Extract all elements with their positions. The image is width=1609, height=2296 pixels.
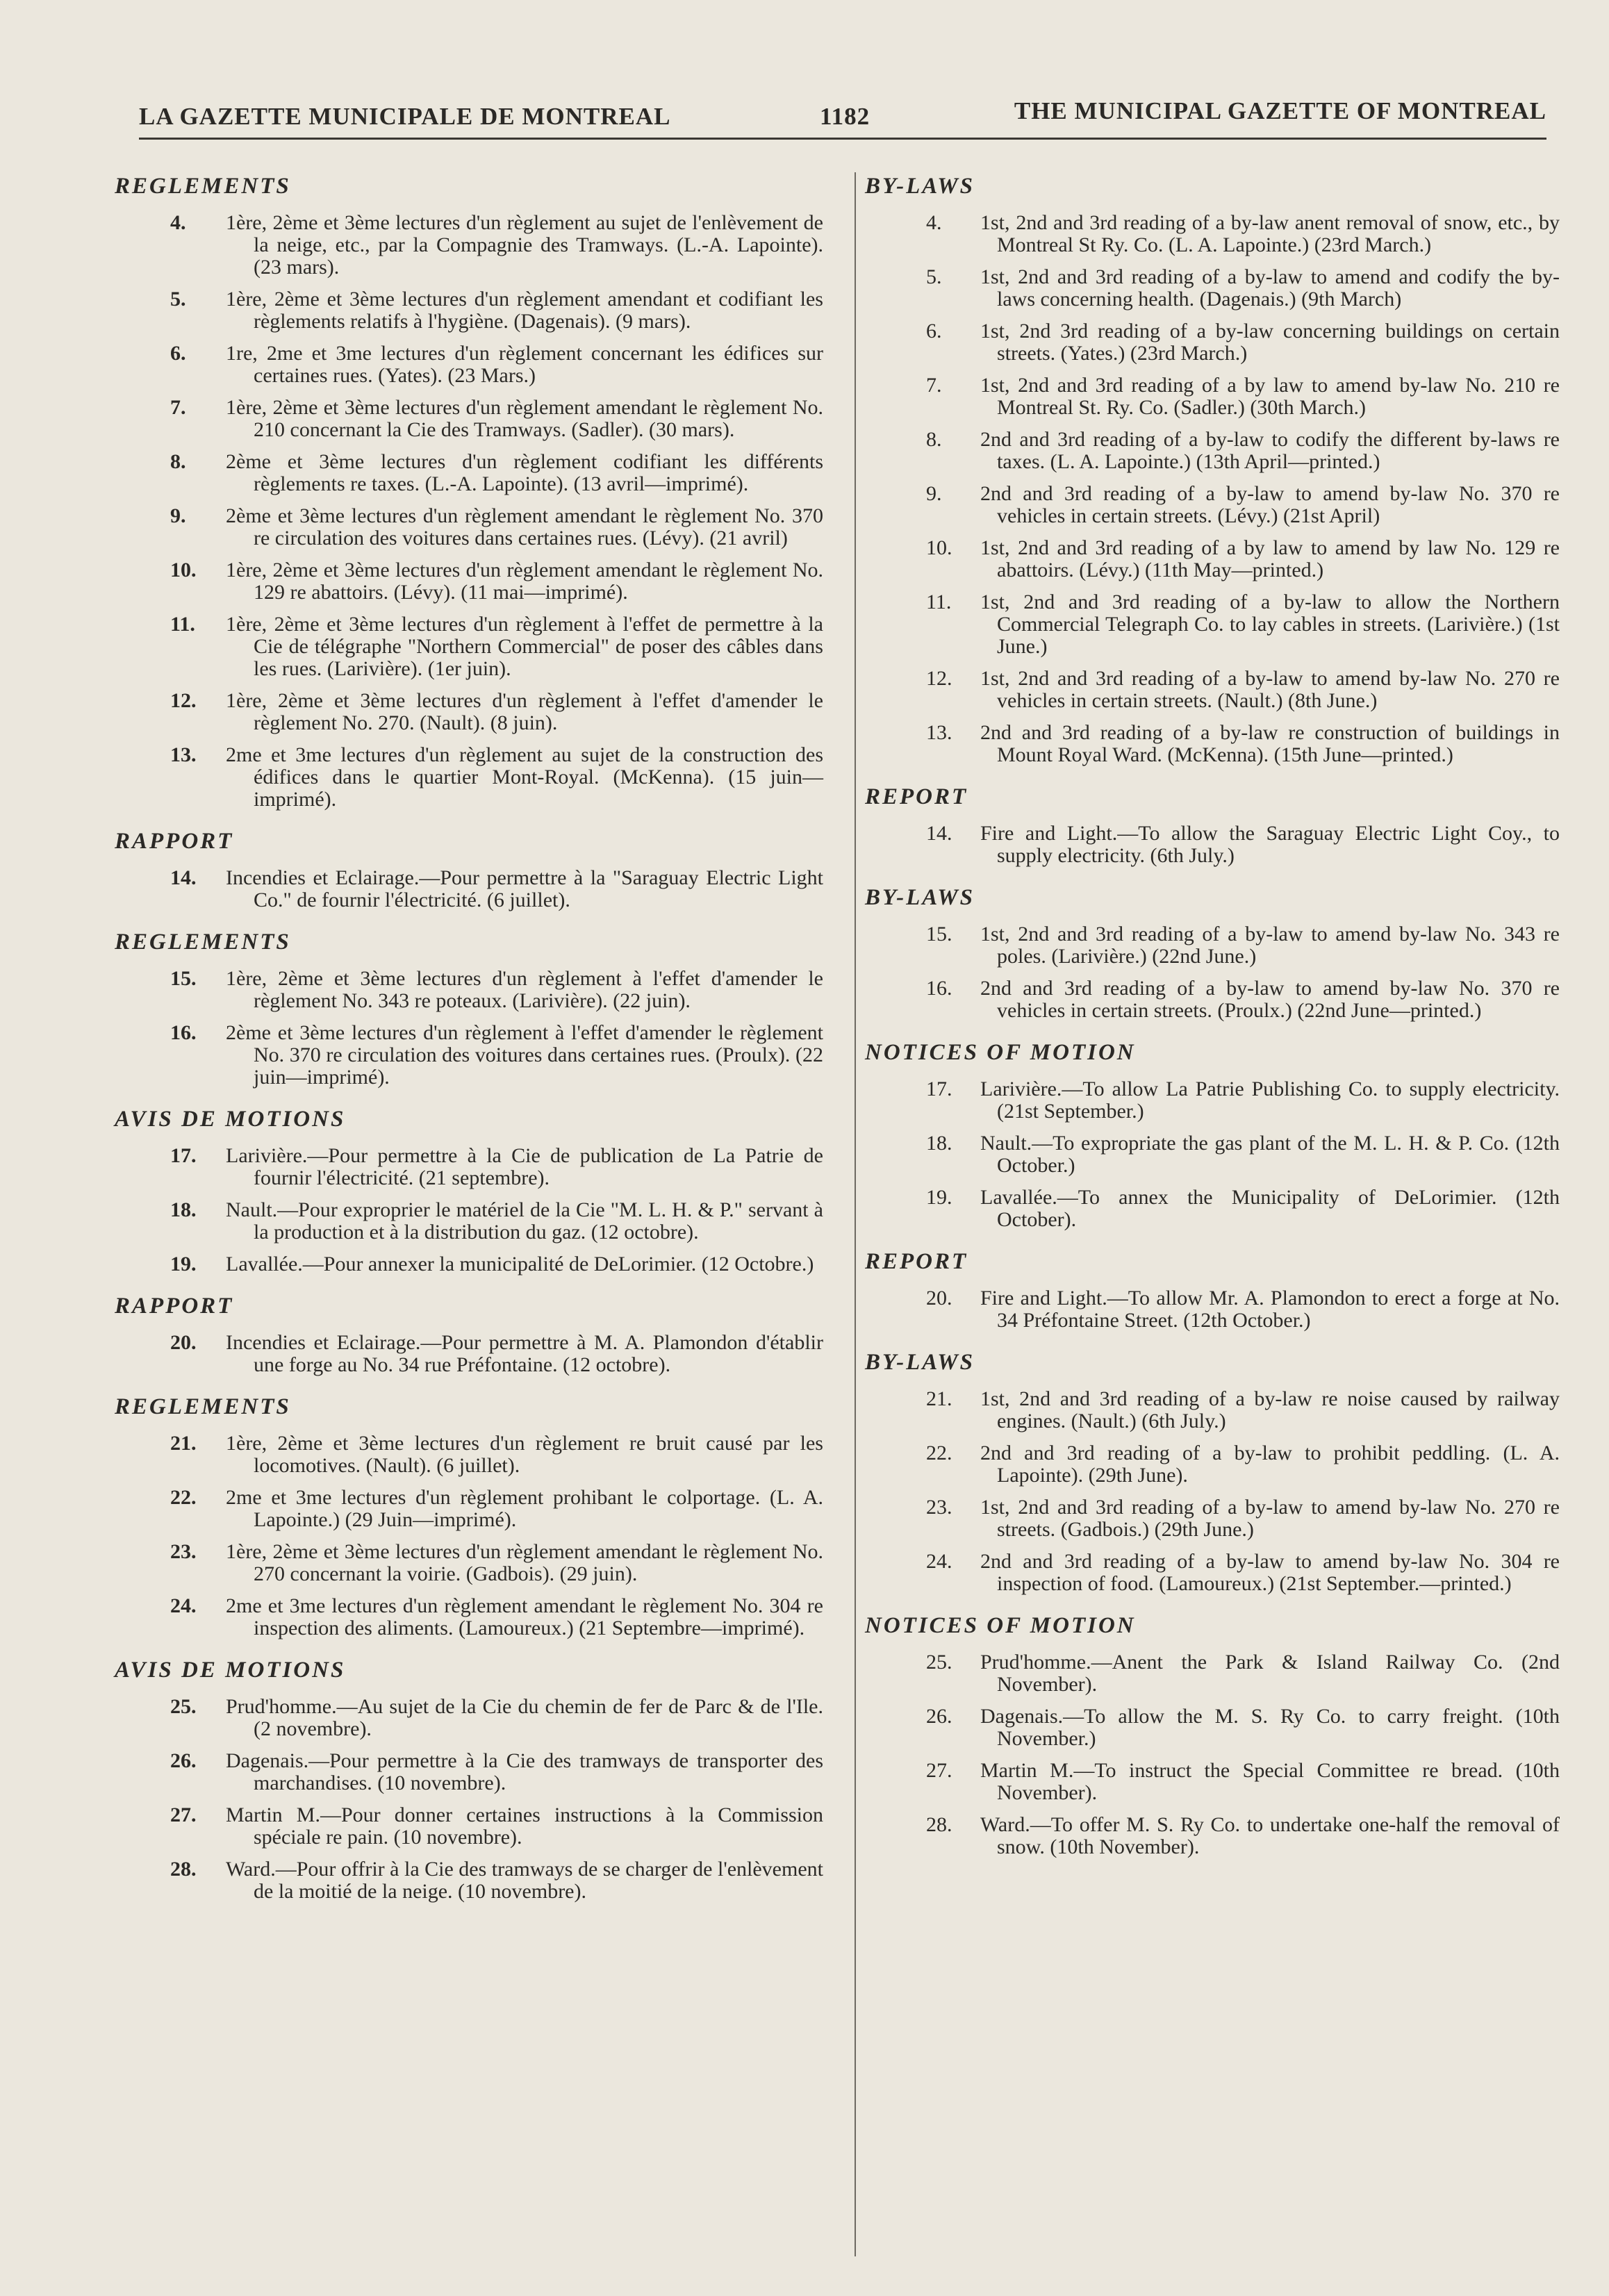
entry-text: Incendies et Eclairage.—Pour permettre à M. A. Plamondon d'établir une forge au No. 34 rue Préfontaine. (12 octobre). [226, 1331, 823, 1376]
agenda-entry [865, 212, 1560, 256]
agenda-entry [865, 374, 1560, 419]
section-heading: NOTICES OF MOTION [865, 1613, 1136, 1638]
entry-number: 18. [170, 1198, 197, 1221]
entry-text: Prud'homme.—Au sujet de la Cie du chemin de fer de Parc & de l'Ile. (2 novembre). [226, 1695, 823, 1740]
agenda-entry [865, 1442, 1560, 1487]
entry-number: 28. [170, 1858, 197, 1881]
entry-number: 9. [170, 504, 186, 527]
agenda-entry [865, 722, 1560, 766]
entry-number: 25. [170, 1695, 197, 1718]
section-heading: NOTICES OF MOTION [865, 1040, 1136, 1065]
entry-number: 12. [926, 667, 952, 690]
entry-number: 13. [170, 743, 197, 766]
entry-text: 2ème et 3ème lectures d'un règlement codifiant les différents règlements re taxes. (L.-A. Lapointe). (13 avril—imprimé). [226, 450, 823, 495]
section-heading: BY-LAWS [865, 1350, 975, 1375]
entry-text: 1ère, 2ème et 3ème lectures d'un règlement à l'effet de permettre à la Cie de télégraphe "Northern Commercial" de poser des câbles dans les rues. (Larivière). (1er juin). [226, 613, 823, 680]
header-english-title: THE MUNICIPAL GAZETTE OF MONTREAL [1014, 97, 1546, 124]
entry-number: 27. [170, 1803, 197, 1826]
entry-number: 28. [926, 1813, 952, 1836]
entry-number: 8. [926, 428, 942, 451]
entry-text: Martin M.—To instruct the Special Committee re bread. (10th November). [980, 1759, 1560, 1804]
entry-text: Larivière.—To allow La Patrie Publishing Co. to supply electricity. (21st September.) [980, 1077, 1560, 1123]
section-heading: BY-LAWS [865, 174, 975, 199]
entry-text: Dagenais.—To allow the M. S. Ry Co. to carry freight. (10th November.) [980, 1705, 1560, 1750]
french-column [115, 174, 823, 1913]
entry-text: 1st, 2nd and 3rd reading of a by-law anent removal of snow, etc., by Montreal St Ry. Co. (L. A. Lapointe.) (23rd March.) [980, 211, 1560, 256]
entry-number: 6. [926, 320, 942, 342]
agenda-entry [865, 266, 1560, 311]
entry-number: 21. [170, 1432, 197, 1455]
agenda-entry [115, 744, 823, 811]
agenda-entry [115, 1696, 823, 1740]
column-divider [855, 172, 856, 2256]
entry-text: 2nd and 3rd reading of a by-law to amend by-law No. 370 re vehicles in certain streets. (Lévy.) (21st April) [980, 482, 1560, 527]
entry-text: 1ère, 2ème et 3ème lectures d'un règlement amendant le règlement No. 270 concernant la voirie. (Gadbois). (29 juin). [226, 1540, 823, 1585]
section-heading: REPORT [865, 1249, 968, 1274]
entry-text: Nault.—Pour exproprier le matériel de la Cie "M. L. H. & P." servant à la production et à la distribution du gaz. (12 octobre). [226, 1198, 823, 1244]
entry-text: 1ère, 2ème et 3ème lectures d'un règlement re bruit causé par les locomotives. (Nault). (6 juillet). [226, 1432, 823, 1477]
entry-number: 17. [926, 1077, 952, 1100]
agenda-entry [115, 1750, 823, 1794]
entry-number: 25. [926, 1651, 952, 1674]
agenda-entry [115, 1253, 823, 1275]
entry-number: 5. [170, 288, 186, 311]
section-heading: RAPPORT [115, 1294, 234, 1319]
entry-number: 8. [170, 450, 186, 473]
agenda-entry [865, 320, 1560, 365]
agenda-entry [865, 823, 1560, 867]
entry-number: 14. [926, 822, 952, 845]
agenda-entry [115, 1145, 823, 1189]
entry-number: 26. [170, 1749, 197, 1772]
entry-text: 1ère, 2ème et 3ème lectures d'un règlement au sujet de l'enlèvement de la neige, etc., par la Compagnie des Tramways. (L.-A. Lapointe). (23 mars). [226, 211, 823, 279]
entry-text: Prud'homme.—Anent the Park & Island Railway Co. (2nd November). [980, 1651, 1560, 1696]
entry-number: 12. [170, 689, 197, 712]
agenda-entry [115, 1804, 823, 1849]
entry-text: Incendies et Eclairage.—Pour permettre à la "Saraguay Electric Light Co." de fournir l'électricité. (6 juillet). [226, 866, 823, 911]
section-heading: RAPPORT [115, 829, 234, 854]
agenda-entry [865, 429, 1560, 473]
agenda-entry [115, 968, 823, 1012]
entry-number: 7. [170, 396, 186, 419]
entry-text: 1ère, 2ème et 3ème lectures d'un règlement amendant le règlement No. 129 re abattoirs. (Lévy). (11 mai—imprimé). [226, 559, 823, 604]
agenda-entry [865, 591, 1560, 658]
entry-number: 15. [926, 923, 952, 945]
entry-number: 26. [926, 1705, 952, 1728]
agenda-entry [115, 451, 823, 495]
entry-text: 1st, 2nd and 3rd reading of a by law to amend by-law No. 210 re Montreal St. Ry. Co. (Sadler.) (30th March.) [980, 374, 1560, 419]
entry-number: 11. [926, 590, 952, 613]
agenda-entry [115, 505, 823, 550]
entry-text: 2me et 3me lectures d'un règlement amendant le règlement No. 304 re inspection des aliments. (Lamoureux.) (21 Septembre—imprimé). [226, 1594, 823, 1640]
entry-number: 16. [926, 977, 952, 1000]
agenda-entry [865, 1551, 1560, 1595]
agenda-entry [865, 1496, 1560, 1541]
section-heading: AVIS DE MOTIONS [115, 1658, 346, 1683]
agenda-entry [115, 613, 823, 680]
agenda-entry [115, 342, 823, 387]
agenda-entry [865, 1388, 1560, 1432]
entry-text: Fire and Light.—To allow Mr. A. Plamondon to erect a forge at No. 34 Préfontaine Street. (12th October.) [980, 1287, 1560, 1332]
entry-text: 1st, 2nd and 3rd reading of a by-law to amend by-law No. 270 re streets. (Gadbois.) (29th June.) [980, 1496, 1560, 1541]
entry-number: 22. [926, 1442, 952, 1464]
entry-text: 1st, 2nd and 3rd reading of a by-law re noise caused by railway engines. (Nault.) (6th July.) [980, 1387, 1560, 1432]
entry-text: 1st, 2nd and 3rd reading of a by-law to allow the Northern Commercial Telegraph Co. to lay cables in streets. (Larivière.) (1st June.) [980, 590, 1560, 658]
agenda-entry [865, 1760, 1560, 1804]
agenda-entry [115, 559, 823, 604]
agenda-entry [115, 1432, 823, 1477]
entry-text: 2nd and 3rd reading of a by-law re construction of buildings in Mount Royal Ward. (McKenna). (15th June—printed.) [980, 721, 1560, 766]
entry-number: 6. [170, 342, 186, 365]
page-number: 1182 [820, 103, 870, 130]
entry-number: 4. [170, 211, 186, 234]
entry-text: Lavallée.—Pour annexer la municipalité de DeLorimier. (12 Octobre.) [226, 1253, 814, 1275]
entry-text: 2nd and 3rd reading of a by-law to amend by-law No. 370 re vehicles in certain streets. (Proulx.) (22nd June—printed.) [980, 977, 1560, 1022]
section-heading: REGLEMENTS [115, 1394, 291, 1419]
entry-text: Nault.—To expropriate the gas plant of the M. L. H. & P. Co. (12th October.) [980, 1132, 1560, 1177]
agenda-entry [115, 1858, 823, 1903]
entry-number: 15. [170, 967, 197, 990]
agenda-entry [865, 1287, 1560, 1332]
entry-number: 22. [170, 1486, 197, 1509]
entry-number: 10. [926, 536, 952, 559]
entry-number: 9. [926, 482, 942, 505]
agenda-entry [865, 537, 1560, 581]
entry-text: 1st, 2nd and 3rd reading of a by-law to amend by-law No. 343 re poles. (Larivière.) (22nd June.) [980, 923, 1560, 968]
entry-number: 10. [170, 559, 197, 581]
agenda-entry [115, 288, 823, 333]
section-heading: REGLEMENTS [115, 930, 291, 955]
entry-number: 27. [926, 1759, 952, 1782]
entry-text: 1ère, 2ème et 3ème lectures d'un règlement amendant le règlement No. 210 concernant la Cie des Tramways. (Sadler). (30 mars). [226, 396, 823, 441]
agenda-entry [115, 1595, 823, 1640]
entry-text: 1ère, 2ème et 3ème lectures d'un règlement à l'effet d'amender le règlement No. 343 re poteaux. (Larivière). (22 juin). [226, 967, 823, 1012]
agenda-entry [865, 977, 1560, 1022]
entry-text: Martin M.—Pour donner certaines instructions à la Commission spéciale re pain. (10 novembre). [226, 1803, 823, 1849]
header-rule [139, 138, 1546, 140]
agenda-entry [115, 212, 823, 279]
entry-text: Lavallée.—To annex the Municipality of DeLorimier. (12th October). [980, 1186, 1560, 1231]
entry-number: 24. [926, 1550, 952, 1573]
entry-number: 24. [170, 1594, 197, 1617]
entry-number: 20. [926, 1287, 952, 1310]
entry-number: 17. [170, 1144, 197, 1167]
entry-text: 2nd and 3rd reading of a by-law to prohibit peddling. (L. A. Lapointe). (29th June). [980, 1442, 1560, 1487]
agenda-entry [865, 923, 1560, 968]
entry-number: 13. [926, 721, 952, 744]
entry-text: 2nd and 3rd reading of a by-law to codify the different by-laws re taxes. (L. A. Lapointe.) (13th April—printed.) [980, 428, 1560, 473]
entry-number: 23. [170, 1540, 197, 1563]
header-french-title: LA GAZETTE MUNICIPALE DE MONTREAL [139, 103, 671, 130]
entry-text: Larivière.—Pour permettre à la Cie de publication de La Patrie de fournir l'électricité. (21 septembre). [226, 1144, 823, 1189]
entry-text: 1st, 2nd and 3rd reading of a by-law to amend and codify the by-laws concerning health. (Dagenais.) (9th March) [980, 265, 1560, 311]
agenda-entry [115, 1022, 823, 1089]
section-heading: REPORT [865, 784, 968, 809]
entry-number: 19. [926, 1186, 952, 1209]
entry-text: 1ère, 2ème et 3ème lectures d'un règlement à l'effet d'amender le règlement No. 270. (Nault). (8 juin). [226, 689, 823, 734]
agenda-entry [115, 1332, 823, 1376]
section-heading: AVIS DE MOTIONS [115, 1107, 346, 1132]
agenda-entry [865, 1651, 1560, 1696]
entry-text: 2ème et 3ème lectures d'un règlement amendant le règlement No. 370 re circulation des voitures dans certaines rues. (Lévy). (21 avril) [226, 504, 823, 550]
entry-text: 1st, 2nd and 3rd reading of a by-law to amend by-law No. 270 re vehicles in certain streets. (Nault.) (8th June.) [980, 667, 1560, 712]
entry-number: 11. [170, 613, 195, 636]
entry-text: 2me et 3me lectures d'un règlement prohibant le colportage. (L. A. Lapointe.) (29 Juin—imprimé). [226, 1486, 823, 1531]
entry-number: 20. [170, 1331, 197, 1354]
entry-text: Dagenais.—Pour permettre à la Cie des tramways de transporter des marchandises. (10 novembre). [226, 1749, 823, 1794]
entry-number: 4. [926, 211, 942, 234]
agenda-entry [865, 1078, 1560, 1123]
entry-number: 21. [926, 1387, 952, 1410]
entry-text: 1st, 2nd 3rd reading of a by-law concerning buildings on certain streets. (Yates.) (23rd March.) [980, 320, 1560, 365]
entry-number: 19. [170, 1253, 197, 1275]
entry-text: 2nd and 3rd reading of a by-law to amend by-law No. 304 re inspection of food. (Lamoureux.) (21st September.—printed.) [980, 1550, 1560, 1595]
agenda-entry [865, 1187, 1560, 1231]
section-heading: BY-LAWS [865, 885, 975, 910]
entry-number: 14. [170, 866, 197, 889]
entry-number: 5. [926, 265, 942, 288]
agenda-entry [865, 1814, 1560, 1858]
entry-text: 1st, 2nd and 3rd reading of a by law to amend by law No. 129 re abattoirs. (Lévy.) (11th May—printed.) [980, 536, 1560, 581]
agenda-entry [865, 1706, 1560, 1750]
entry-text: Fire and Light.—To allow the Saraguay Electric Light Coy., to supply electricity. (6th July.) [980, 822, 1560, 867]
agenda-entry [865, 668, 1560, 712]
agenda-entry [115, 1199, 823, 1244]
agenda-entry [115, 397, 823, 441]
entry-text: 1ère, 2ème et 3ème lectures d'un règlement amendant et codifiant les règlements relatifs à l'hygiène. (Dagenais). (9 mars). [226, 288, 823, 333]
agenda-entry [115, 1541, 823, 1585]
entry-text: 2me et 3me lectures d'un règlement au sujet de la construction des édifices dans le quartier Mont-Royal. (McKenna). (15 juin—imprimé). [226, 743, 823, 811]
entry-number: 7. [926, 374, 942, 397]
agenda-entry [115, 1487, 823, 1531]
entry-number: 18. [926, 1132, 952, 1155]
agenda-entry [865, 1132, 1560, 1177]
section-heading: REGLEMENTS [115, 174, 291, 199]
entry-text: 1re, 2me et 3me lectures d'un règlement concernant les édifices sur certaines rues. (Yates). (23 Mars.) [226, 342, 823, 387]
entry-number: 16. [170, 1021, 197, 1044]
entry-text: 2ème et 3ème lectures d'un règlement à l'effet d'amender le règlement No. 370 re circulation des voitures dans certaines rues. (Proulx). (22 juin—imprimé). [226, 1021, 823, 1089]
agenda-entry [115, 867, 823, 911]
agenda-entry [865, 483, 1560, 527]
agenda-entry [115, 690, 823, 734]
entry-number: 23. [926, 1496, 952, 1519]
english-column [865, 174, 1560, 1868]
entry-text: Ward.—Pour offrir à la Cie des tramways de se charger de l'enlèvement de la moitié de la neige. (10 novembre). [226, 1858, 823, 1903]
entry-text: Ward.—To offer M. S. Ry Co. to undertake one-half the removal of snow. (10th November). [980, 1813, 1560, 1858]
